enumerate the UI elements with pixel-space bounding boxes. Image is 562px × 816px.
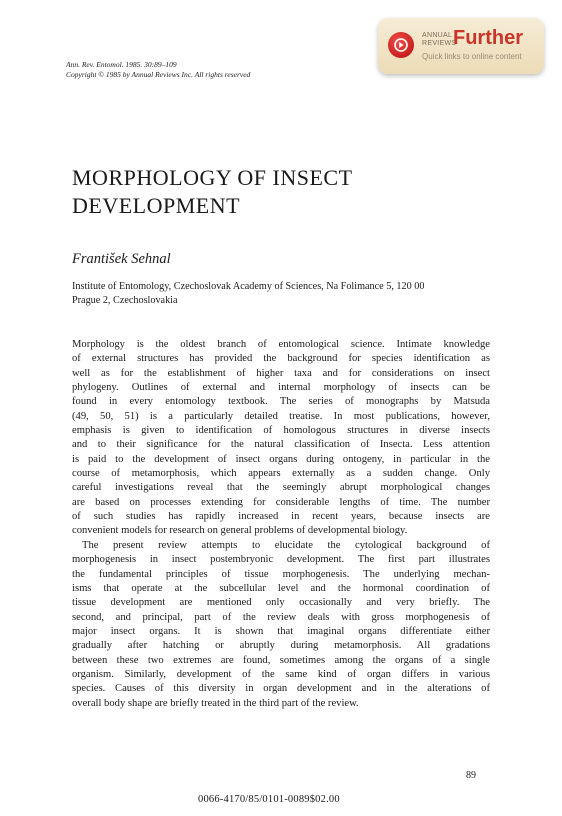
copyright-line: Copyright © 1985 by Annual Reviews Inc. All rights reserved [66, 70, 251, 79]
body-text-line: phylogeny. Outlines of external and internal morphology of insects can be [72, 382, 490, 394]
further-word: Further [453, 27, 523, 49]
article-title [72, 164, 492, 220]
body-paragraph-2 [72, 539, 490, 711]
author-name: František Sehnal [72, 251, 171, 267]
further-subtitle: Quick links to online content [422, 52, 522, 61]
play-arrow-icon [388, 32, 414, 58]
body-text-line: between these two extremes are found, sometimes among the organs of a single [72, 654, 490, 666]
body-text-line: is paid to the development of insect organs during ontogeny, in particular in the [72, 453, 490, 465]
title-line-2: DEVELOPMENT [72, 193, 241, 218]
affiliation-line-2: Prague 2, Czechoslovakia [72, 295, 178, 306]
annual-reviews-further-badge[interactable] [378, 18, 544, 74]
body-text-line: major insect organs. It is shown that imaginal organs differentiate either [72, 625, 490, 637]
article-body [72, 338, 490, 711]
body-text-line: of such studies has rapidly increased in recent years, because insects are [72, 511, 490, 523]
body-text-line: Morphology is the oldest branch of entomological science. Intimate knowledge [72, 339, 490, 350]
body-text-line: isms that operate at the subcellular level and the hormonal coordination of [72, 582, 490, 594]
badge-label-line: ANNUAL [422, 32, 453, 39]
body-text-line: tissue development are mentioned only occasionally and very briefly. The [72, 597, 490, 609]
body-text-line: convenient models for research on general problems of developmental biology. [72, 525, 408, 537]
journal-citation [66, 60, 250, 80]
body-text-line: well as for the establishment of higher taxa and for considerations on insect [72, 367, 490, 379]
body-text-line: gradually after hatching or abruptly during metamorphosis. All gradations [72, 640, 490, 652]
body-text-line: second, and principal, part of the review deals with gross morphogenesis of [72, 611, 490, 623]
body-text-line: (49, 50, 51) is a particularly detailed treatise. In most publications, however, [72, 410, 490, 422]
body-text-line: morphogenesis in insect postembryonic development. The first part illustrates [72, 554, 490, 566]
title-line-1: MORPHOLOGY OF INSECT [72, 165, 353, 190]
citation-line: Ann. Rev. Entomol. 1985. 30:89–109 [66, 60, 177, 69]
body-text-line: overall body shape are briefly treated in the third part of the review. [72, 697, 359, 709]
badge-label-line: REVIEWS [422, 40, 457, 47]
body-text-line: found in every entomology textbook. The series of monographs by Matsuda [72, 396, 490, 408]
body-text-line: course of metamorphosis, which appears externally as a sudden change. Only [72, 468, 490, 480]
page-number: 89 [466, 770, 476, 781]
body-paragraph-1 [72, 338, 490, 539]
body-text-line: of external structures has provided the background for species identification as [72, 353, 490, 365]
body-text-line: emphasis is given to identification of homologous structures in diverse insects [72, 425, 490, 437]
body-text-line: are based on processes extending for considerable lengths of time. The number [72, 496, 490, 508]
affiliation-line-1: Institute of Entomology, Czechoslovak Academy of Sciences, Na Folimance 5, 120 00 [72, 281, 425, 292]
body-text-line: species. Causes of this diversity in organ development and in the alterations of [72, 683, 490, 695]
author-affiliation [72, 280, 502, 308]
body-text-line: and to their significance for the natural classification of Insecta. Less attention [72, 439, 490, 451]
body-text-line: organism. Similarly, development of the same kind of organ differs in various [72, 668, 490, 680]
price-code: 0066-4170/85/0101-0089$02.00 [198, 794, 340, 805]
annual-reviews-small-label [422, 32, 456, 48]
body-text-line: The present review attempts to elucidate the cytological background of [82, 539, 490, 551]
body-text-line: the fundamental principles of tissue morphogenesis. The underlying mechan- [72, 568, 490, 580]
body-text-line: careful investigations reveal that the seemingly abrupt morphological changes [72, 482, 490, 494]
